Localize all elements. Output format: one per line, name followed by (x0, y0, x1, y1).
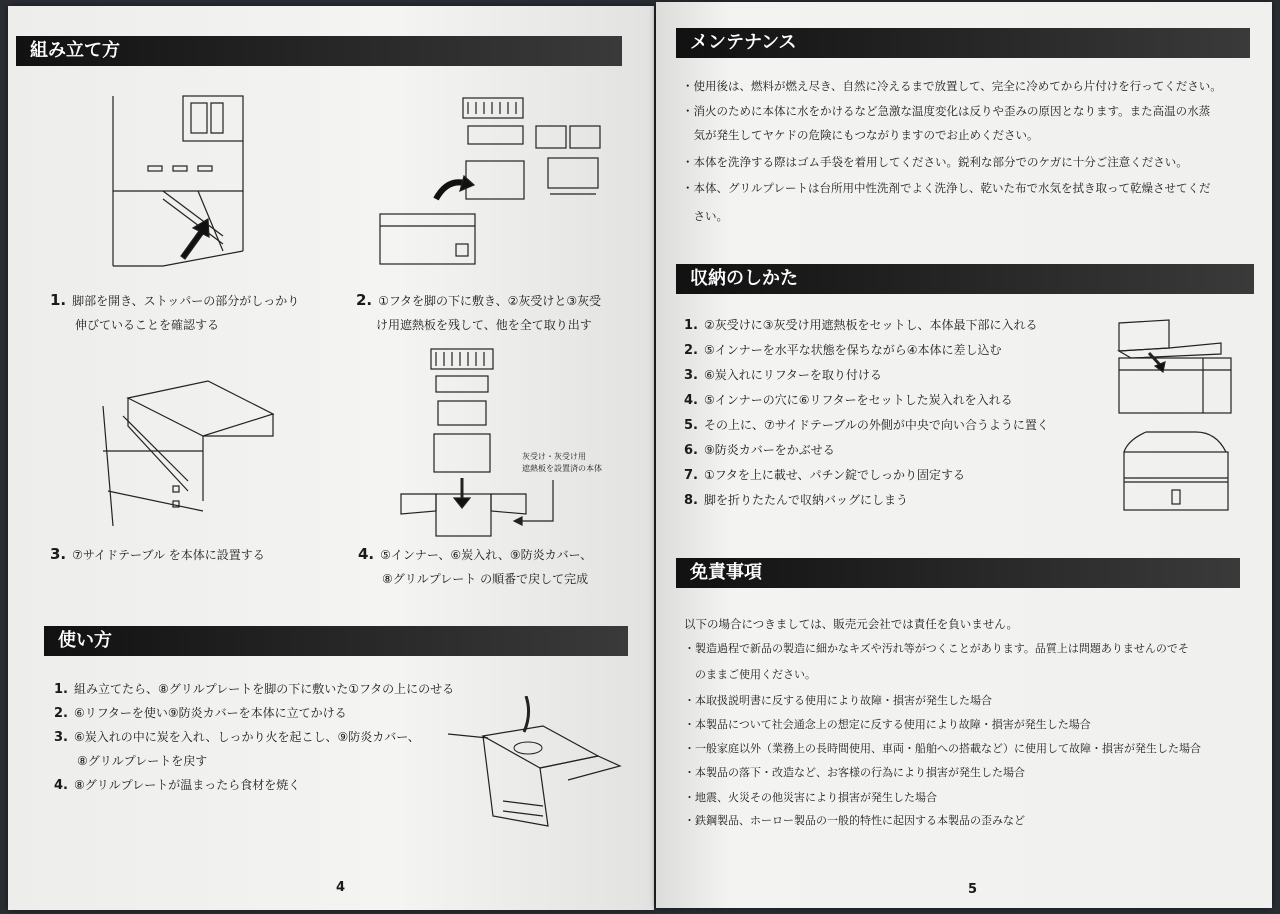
maintenance-line-2: ・消火のために本体に水をかけるなど急激な温度変化は反りや歪みの原因となります。また高温の水蒸 (682, 104, 1211, 118)
storage-step-5: 5. その上に、⑦サイドテーブルの外側が中央で向い合うように置く (684, 418, 1049, 433)
maintenance-line-3: 気が発生してヤケドの危険にもつながりますのでお止めください。 (682, 128, 1039, 142)
usage-step-4: 4. ⑧グリルプレートが温まったら食材を焼く (54, 778, 301, 793)
storage-step-7: 7. ①フタを上に載せ、パチン錠でしっかり固定する (684, 468, 965, 483)
assembly-heading: 組み立て方 (16, 36, 622, 66)
disclaimer-line-8: ・鉄鋼製品、ホーロー製品の一般的特性に起因する本製品の歪みなど (684, 814, 1025, 827)
maintenance-line-1: ・使用後は、燃料が燃え尽き、自然に冷えるまで放置して、完全に冷めてから片付けを行ってください。 (682, 79, 1222, 93)
page-number-left: 4 (336, 880, 346, 895)
disclaimer-line-5: ・一般家庭以外（業務上の長時間使用、車両・船舶への搭載など）に使用して故障・損害が発生した場合 (684, 742, 1201, 755)
preassembled-body-caption: 灰受け・灰受け用 遮熱板を設置済の本体 (522, 452, 602, 473)
page-number-right: 5 (968, 882, 978, 897)
storage-heading: 収納のしかた (676, 264, 1254, 294)
side-table-illustration (93, 376, 293, 536)
parts-layout-illustration (368, 96, 608, 271)
left-page (8, 6, 654, 910)
assembly-step-4: 4. ⑤インナー、⑥炭入れ、⑨防炎カバー、 ⑧グリルプレート の順番で戻して完成 (358, 545, 593, 586)
disclaimer-heading: 免責事項 (676, 558, 1240, 588)
storage-bag-illustration (1118, 430, 1236, 514)
usage-step-2: 2. ⑥リフターを使い⑨防炎カバーを本体に立てかける (54, 706, 347, 721)
caption-pointer-arrow (508, 478, 568, 528)
disclaimer-line-1: ・製造過程で新品の製造に細かなキズや汚れ等がつくことがあります。品質上は問題ありませんのでそ (684, 642, 1189, 655)
storage-step-6: 6. ⑨防炎カバーをかぶせる (684, 443, 835, 458)
usage-step-1: 1. 組み立てたら、⑧グリルプレートを脚の下に敷いた①フタの上にのせる (54, 682, 455, 697)
storage-step-4: 4. ⑤インナーの穴に⑥リフターをセットした炭入れを入れる (684, 393, 1013, 408)
usage-step-3: 3. ⑥炭入れの中に炭を入れ、しっかり火を起こし、⑨防炎カバー、 (54, 730, 420, 745)
maintenance-line-6: さい。 (682, 209, 728, 223)
leg-stopper-illustration (103, 91, 263, 276)
disclaimer-intro: 以下の場合につきましては、販売元会社では責任を負いません。 (684, 617, 1018, 631)
storage-step-2: 2. ⑤インナーを水平な状態を保ちながら④本体に差し込む (684, 343, 1002, 358)
disclaimer-line-3: ・本取扱説明書に反する使用により故障・損害が発生した場合 (684, 694, 992, 707)
assembly-step-3: 3. ⑦サイドテーブル を本体に設置する (50, 545, 265, 563)
usage-step-3-cont: ⑧グリルプレートを戻す (77, 754, 208, 768)
maintenance-line-4: ・本体を洗浄する際はゴム手袋を着用してください。鋭利な部分でのケガに十分ご注意ください。 (682, 155, 1188, 169)
storage-step-1: 1. ②灰受けに③灰受け用遮熱板をセットし、本体最下部に入れる (684, 318, 1038, 333)
maintenance-heading: メンテナンス (676, 28, 1250, 58)
usage-heading: 使い方 (44, 626, 628, 656)
storage-step-8: 8. 脚を折りたたんで収納バッグにしまう (684, 493, 908, 508)
assembly-step-2: 2. ①フタを脚の下に敷き、②灰受けと③灰受 け用遮熱板を残して、他を全て取り出す (356, 291, 602, 332)
grill-usage-illustration (448, 696, 623, 831)
maintenance-line-5: ・本体、グリルプレートは台所用中性洗剤でよく洗浄し、乾いた布で水気を拭き取って乾燥させてくだ (682, 181, 1211, 195)
disclaimer-line-4: ・本製品について社会通念上の想定に反する使用により故障・損害が発生した場合 (684, 718, 1091, 731)
disclaimer-line-2: のままご使用ください。 (684, 668, 816, 681)
assembly-step-1: 1. 脚部を開き、ストッパーの部分がしっかり 伸びていることを確認する (50, 291, 300, 332)
disclaimer-line-6: ・本製品の落下・改造など、お客様の行為により損害が発生した場合 (684, 766, 1025, 779)
disclaimer-line-7: ・地震、火災その他災害により損害が発生した場合 (684, 791, 937, 804)
storage-step-3: 3. ⑥炭入れにリフターを取り付ける (684, 368, 882, 383)
storage-box-illustration (1111, 318, 1241, 418)
right-page (656, 2, 1272, 908)
